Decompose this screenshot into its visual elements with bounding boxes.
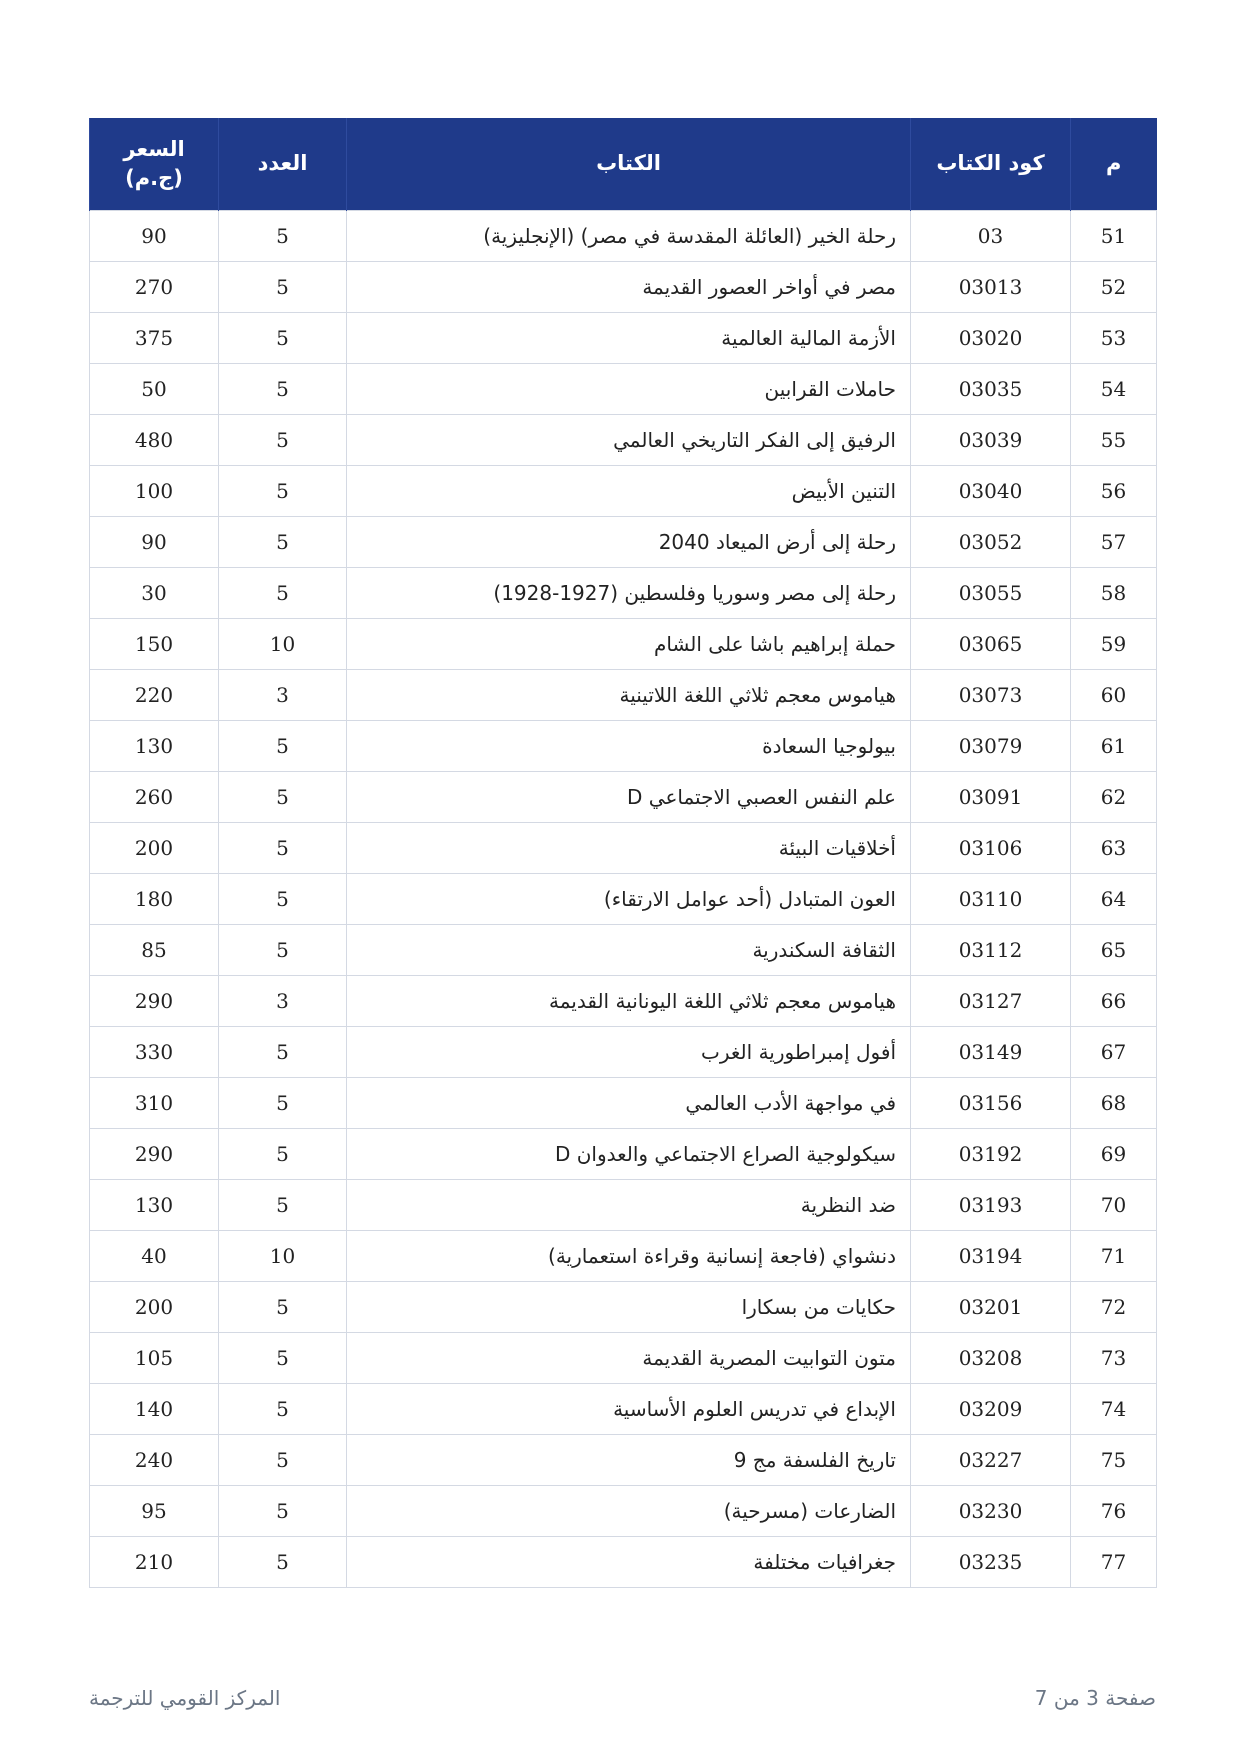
page-number: صفحة 3 من 7	[1034, 1686, 1156, 1710]
header-title: الكتاب	[347, 118, 911, 211]
cell-code: 03020	[911, 313, 1071, 364]
cell-title: بيولوجيا السعادة	[347, 721, 911, 772]
table-row	[90, 262, 1157, 313]
cell-count: 5	[219, 211, 347, 262]
header-count: العدد	[219, 118, 347, 211]
cell-price: 290	[90, 1129, 219, 1180]
cell-title: متون التوابيت المصرية القديمة	[347, 1333, 911, 1384]
cell-title: رحلة إلى أرض الميعاد 2040	[347, 517, 911, 568]
cell-code: 03079	[911, 721, 1071, 772]
cell-title: جغرافيات مختلفة	[347, 1537, 911, 1588]
cell-count: 3	[219, 976, 347, 1027]
cell-price: 85	[90, 925, 219, 976]
cell-price: 310	[90, 1078, 219, 1129]
cell-count: 5	[219, 1282, 347, 1333]
table-row	[90, 772, 1157, 823]
cell-code: 03194	[911, 1231, 1071, 1282]
cell-index: 56	[1071, 466, 1157, 517]
cell-code: 03040	[911, 466, 1071, 517]
cell-price: 40	[90, 1231, 219, 1282]
cell-price: 480	[90, 415, 219, 466]
cell-code: 03149	[911, 1027, 1071, 1078]
cell-price: 375	[90, 313, 219, 364]
cell-index: 53	[1071, 313, 1157, 364]
cell-code: 03	[911, 211, 1071, 262]
cell-index: 69	[1071, 1129, 1157, 1180]
cell-title: هياموس معجم ثلاثي اللغة اليونانية القديمة	[347, 976, 911, 1027]
cell-price: 240	[90, 1435, 219, 1486]
cell-count: 5	[219, 1486, 347, 1537]
publisher-name: المركز القومي للترجمة	[89, 1686, 281, 1710]
cell-count: 5	[219, 1180, 347, 1231]
cell-title: الضارعات (مسرحية)	[347, 1486, 911, 1537]
table-row	[90, 1180, 1157, 1231]
cell-index: 59	[1071, 619, 1157, 670]
cell-code: 03156	[911, 1078, 1071, 1129]
cell-title: مصر في أواخر العصور القديمة	[347, 262, 911, 313]
cell-code: 03039	[911, 415, 1071, 466]
cell-code: 03013	[911, 262, 1071, 313]
cell-index: 68	[1071, 1078, 1157, 1129]
cell-code: 03208	[911, 1333, 1071, 1384]
books-table	[89, 118, 1157, 1588]
table-row	[90, 1129, 1157, 1180]
cell-price: 100	[90, 466, 219, 517]
table-body	[90, 211, 1157, 1588]
cell-title: تاريخ الفلسفة مج 9	[347, 1435, 911, 1486]
cell-index: 73	[1071, 1333, 1157, 1384]
cell-index: 58	[1071, 568, 1157, 619]
cell-title: في مواجهة الأدب العالمي	[347, 1078, 911, 1129]
cell-count: 5	[219, 466, 347, 517]
cell-price: 30	[90, 568, 219, 619]
header-price: السعر (ج.م)	[90, 118, 219, 211]
cell-index: 63	[1071, 823, 1157, 874]
cell-code: 03073	[911, 670, 1071, 721]
cell-index: 71	[1071, 1231, 1157, 1282]
cell-count: 5	[219, 823, 347, 874]
cell-index: 51	[1071, 211, 1157, 262]
cell-title: العون المتبادل (أحد عوامل الارتقاء)	[347, 874, 911, 925]
table-row	[90, 1078, 1157, 1129]
table-row	[90, 670, 1157, 721]
cell-code: 03035	[911, 364, 1071, 415]
cell-price: 150	[90, 619, 219, 670]
cell-index: 77	[1071, 1537, 1157, 1588]
table-row	[90, 364, 1157, 415]
cell-price: 140	[90, 1384, 219, 1435]
cell-title: الثقافة السكندرية	[347, 925, 911, 976]
header-code: كود الكتاب	[911, 118, 1071, 211]
cell-index: 57	[1071, 517, 1157, 568]
cell-code: 03235	[911, 1537, 1071, 1588]
cell-index: 70	[1071, 1180, 1157, 1231]
cell-count: 5	[219, 1435, 347, 1486]
cell-code: 03110	[911, 874, 1071, 925]
cell-title: هياموس معجم ثلاثي اللغة اللاتينية	[347, 670, 911, 721]
cell-count: 10	[219, 1231, 347, 1282]
cell-count: 5	[219, 262, 347, 313]
cell-count: 5	[219, 415, 347, 466]
cell-title: أخلاقيات البيئة	[347, 823, 911, 874]
table-row	[90, 1384, 1157, 1435]
cell-index: 62	[1071, 772, 1157, 823]
cell-price: 105	[90, 1333, 219, 1384]
cell-price: 200	[90, 823, 219, 874]
header-index: م	[1071, 118, 1157, 211]
table-row	[90, 211, 1157, 262]
cell-count: 5	[219, 721, 347, 772]
cell-count: 5	[219, 772, 347, 823]
table-row	[90, 1231, 1157, 1282]
table-row	[90, 466, 1157, 517]
cell-title: حملة إبراهيم باشا على الشام	[347, 619, 911, 670]
cell-code: 03230	[911, 1486, 1071, 1537]
cell-price: 180	[90, 874, 219, 925]
table-row	[90, 1537, 1157, 1588]
table-row	[90, 568, 1157, 619]
cell-price: 330	[90, 1027, 219, 1078]
cell-code: 03127	[911, 976, 1071, 1027]
cell-count: 10	[219, 619, 347, 670]
cell-count: 5	[219, 364, 347, 415]
cell-code: 03052	[911, 517, 1071, 568]
table-row	[90, 415, 1157, 466]
cell-title: رحلة إلى مصر وسوريا وفلسطين (1927-1928)	[347, 568, 911, 619]
cell-count: 3	[219, 670, 347, 721]
table-row	[90, 874, 1157, 925]
cell-index: 55	[1071, 415, 1157, 466]
cell-code: 03091	[911, 772, 1071, 823]
table-row	[90, 1486, 1157, 1537]
cell-price: 130	[90, 1180, 219, 1231]
cell-price: 290	[90, 976, 219, 1027]
cell-count: 5	[219, 874, 347, 925]
cell-title: أفول إمبراطورية الغرب	[347, 1027, 911, 1078]
table-row	[90, 1333, 1157, 1384]
cell-index: 66	[1071, 976, 1157, 1027]
cell-price: 200	[90, 1282, 219, 1333]
table-header-row	[90, 118, 1157, 211]
cell-price: 50	[90, 364, 219, 415]
cell-price: 90	[90, 211, 219, 262]
cell-index: 60	[1071, 670, 1157, 721]
cell-title: حاملات القرابين	[347, 364, 911, 415]
cell-index: 65	[1071, 925, 1157, 976]
cell-index: 52	[1071, 262, 1157, 313]
cell-title: علم النفس العصبي الاجتماعي D	[347, 772, 911, 823]
cell-code: 03227	[911, 1435, 1071, 1486]
cell-title: الرفيق إلى الفكر التاريخي العالمي	[347, 415, 911, 466]
cell-count: 5	[219, 1537, 347, 1588]
cell-index: 67	[1071, 1027, 1157, 1078]
cell-count: 5	[219, 1129, 347, 1180]
cell-code: 03106	[911, 823, 1071, 874]
cell-code: 03055	[911, 568, 1071, 619]
cell-title: دنشواي (فاجعة إنسانية وقراءة استعمارية)	[347, 1231, 911, 1282]
cell-count: 5	[219, 925, 347, 976]
cell-title: التنين الأبيض	[347, 466, 911, 517]
table-row	[90, 823, 1157, 874]
cell-code: 03065	[911, 619, 1071, 670]
cell-count: 5	[219, 1384, 347, 1435]
cell-count: 5	[219, 517, 347, 568]
cell-title: سيكولوجية الصراع الاجتماعي والعدوان D	[347, 1129, 911, 1180]
table-row	[90, 313, 1157, 364]
cell-count: 5	[219, 313, 347, 364]
cell-index: 64	[1071, 874, 1157, 925]
table-row	[90, 976, 1157, 1027]
cell-index: 72	[1071, 1282, 1157, 1333]
cell-count: 5	[219, 568, 347, 619]
cell-code: 03209	[911, 1384, 1071, 1435]
cell-title: الإبداع في تدريس العلوم الأساسية	[347, 1384, 911, 1435]
cell-index: 61	[1071, 721, 1157, 772]
cell-index: 76	[1071, 1486, 1157, 1537]
cell-title: ضد النظرية	[347, 1180, 911, 1231]
cell-title: الأزمة المالية العالمية	[347, 313, 911, 364]
cell-title: رحلة الخير (العائلة المقدسة في مصر) (الإنجليزية)	[347, 211, 911, 262]
cell-price: 95	[90, 1486, 219, 1537]
cell-count: 5	[219, 1078, 347, 1129]
table-row	[90, 1282, 1157, 1333]
cell-price: 90	[90, 517, 219, 568]
table-row	[90, 619, 1157, 670]
cell-title: حكايات من بسكارا	[347, 1282, 911, 1333]
cell-price: 210	[90, 1537, 219, 1588]
cell-code: 03192	[911, 1129, 1071, 1180]
table-row	[90, 1027, 1157, 1078]
cell-index: 54	[1071, 364, 1157, 415]
cell-price: 130	[90, 721, 219, 772]
table-row	[90, 1435, 1157, 1486]
table-row	[90, 925, 1157, 976]
cell-count: 5	[219, 1027, 347, 1078]
cell-index: 75	[1071, 1435, 1157, 1486]
cell-price: 260	[90, 772, 219, 823]
cell-price: 220	[90, 670, 219, 721]
cell-price: 270	[90, 262, 219, 313]
cell-code: 03193	[911, 1180, 1071, 1231]
cell-count: 5	[219, 1333, 347, 1384]
cell-index: 74	[1071, 1384, 1157, 1435]
cell-code: 03112	[911, 925, 1071, 976]
table-row	[90, 721, 1157, 772]
cell-code: 03201	[911, 1282, 1071, 1333]
table-row	[90, 517, 1157, 568]
